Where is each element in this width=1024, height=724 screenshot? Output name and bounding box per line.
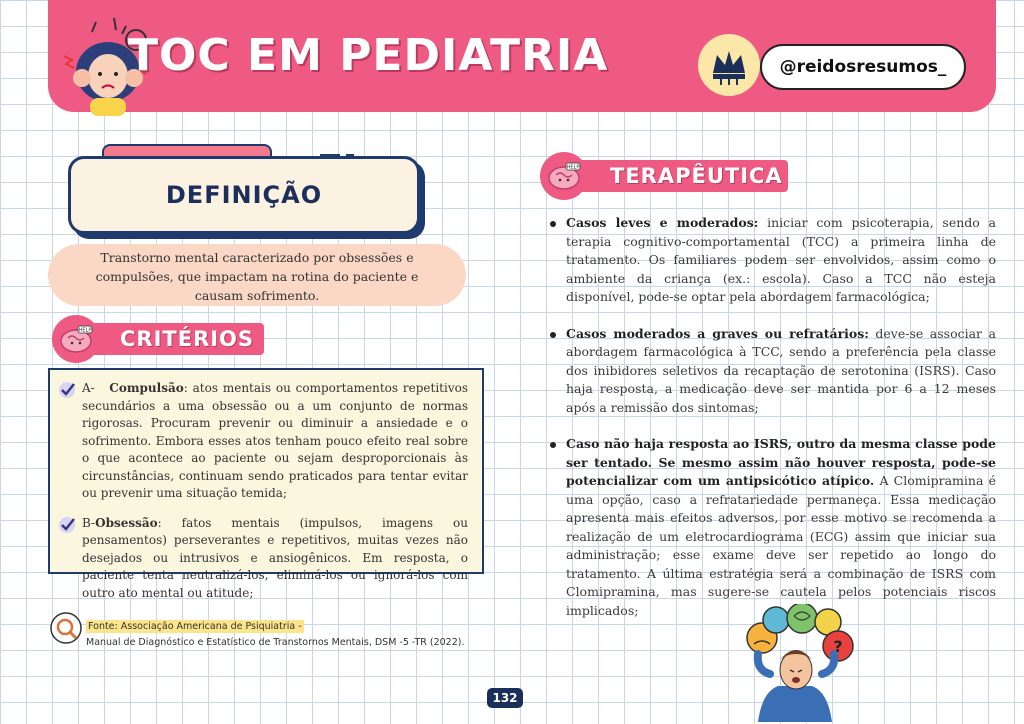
therapy-item: Casos leves e moderados: iniciar com psicoterapia, sendo a terapia cognitivo-comportamental (TCC) a primeira linha de tratamento. Os familiares podem ser envolvidos, assim como o ambiente da criança (ex.: escola). Caso a TCC não esteja disponível, pode-se optar pela abordagem farmacológica; <box>548 214 996 307</box>
brain-help-icon <box>52 315 100 363</box>
source-citation <box>52 618 472 652</box>
criteria-item: B-Obsessão: fatos mentais (impulsos, imagens ou pensamentos) perseverantes e repetitivos, muitas vezes não desejados ou intrusivos e ansiogênicos. Em resposta, o paciente tenta neutralizá-los, eliminá-los ou ignorá-los com outro ato mental ou atitude; <box>82 515 468 603</box>
source-line-2: Manual de Diagnóstico e Estatístico de Transtornos Mentais, DSM -5 -TR (2022). <box>86 637 465 648</box>
therapy-item: Caso não haja resposta ao ISRS, outro da mesma classe pode ser tentado. Se mesmo assim não houver resposta, pode-se potencializar com um antipsicótico atípico. A Clomipramina é uma opção, caso a refratariedade permaneça. Essa medicação apresenta mais efeitos adversos, por esse motivo se recomenda a realização de um eletrocardiograma (ECG) assim que iniciar sua administração; esse exame deve ser repetido ao longo do tratamento. A última estratégia será a combinação de ISRS com Clomipramina, mas sugere-se cautela pelos potenciais riscos implicados; <box>548 435 996 620</box>
criteria-item: A- Compulsão: atos mentais ou comportamentos repetitivos secundários a uma obsessão ou a um conjunto de normas rigorosas. Procuram prevenir ou diminuir a ansiedade e o sofrimento. Embora esses atos tenham pouco efeito real sobre o que acontece ao paciente ou sejam desproporcionais às circunstâncias, continuam sendo praticados para tentar evitar ou prevenir uma situação temida; <box>82 380 468 503</box>
page-title: TOC EM PEDIATRIA <box>128 30 609 81</box>
definition-heading: DEFINIÇÃO <box>165 181 323 209</box>
stressed-man-illustration <box>730 604 860 722</box>
check-icon <box>58 381 76 399</box>
criteria-box <box>48 368 484 600</box>
therapy-list <box>548 214 996 638</box>
therapy-item: Casos moderados a graves ou refratários: deve-se associar a abordagem farmacológica à TCC, sendo a preferência pela classe dos inibidores seletivos da recaptação de serotonina (ISRS). Caso haja resposta, a medicação deve ser mantida por 6 a 12 meses após a remissão dos sintomas; <box>548 325 996 418</box>
source-line-1: Fonte: Associação Americana de Psiquiatria - <box>88 621 302 632</box>
page-number: 132 <box>487 688 523 708</box>
svg-text:HELP: HELP <box>566 164 580 171</box>
svg-text:?: ? <box>833 637 843 656</box>
criteria-heading: CRITÉRIOS <box>78 323 264 355</box>
svg-text:HELP: HELP <box>78 327 92 334</box>
crown-logo-icon <box>698 34 760 96</box>
check-icon <box>58 516 76 534</box>
social-handle[interactable]: @reidosresumos_ <box>760 44 966 90</box>
brain-help-icon <box>540 152 588 200</box>
definition-heading-card <box>68 156 420 234</box>
definition-text: Transtorno mental caracterizado por obsessões e compulsões, que impactam na rotina do paciente e causam sofrimento. <box>48 244 466 306</box>
therapy-heading: TERAPÊUTICA <box>568 160 788 192</box>
